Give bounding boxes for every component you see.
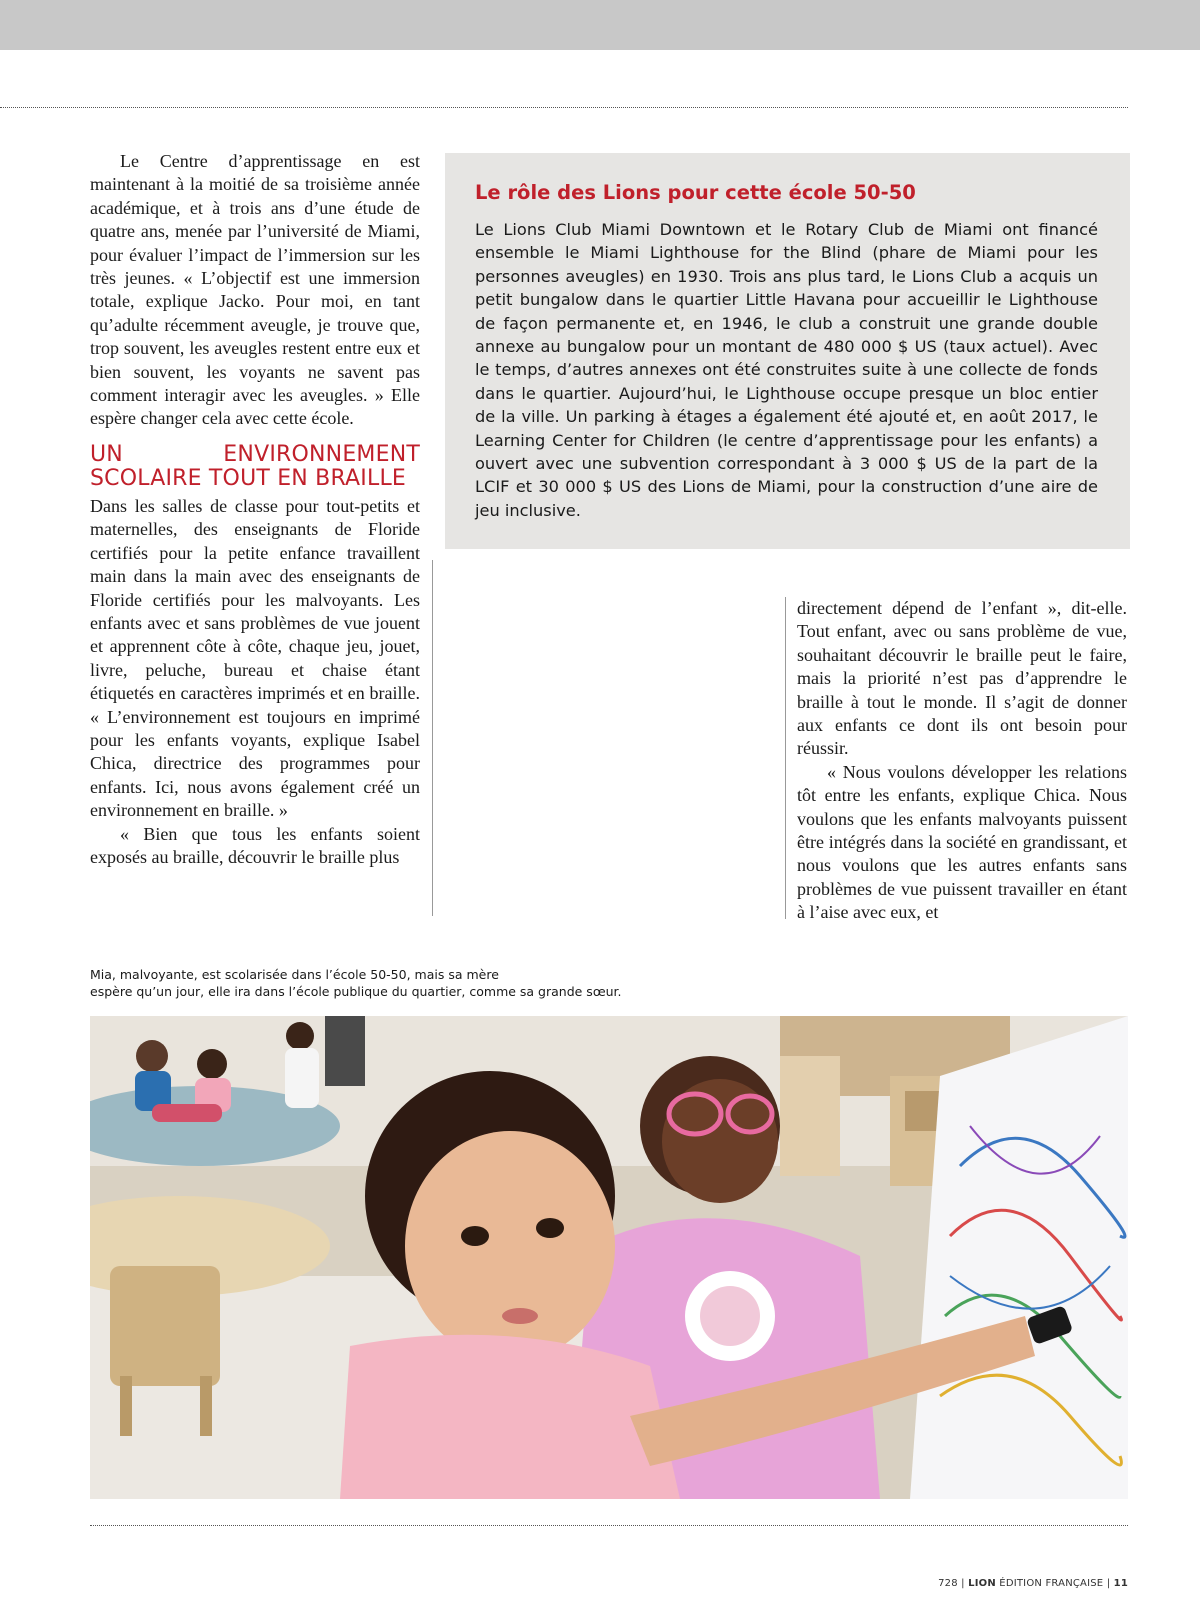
sidebar-title: Le rôle des Lions pour cette école 50-50	[475, 181, 916, 204]
page-footer	[938, 1578, 1128, 1589]
left-article-column	[90, 150, 420, 869]
left-column-divider	[432, 560, 433, 916]
classroom-photo-illustration	[90, 1016, 1128, 1499]
issue-number: 728	[938, 1578, 958, 1589]
left-paragraph-2: Dans les salles de classe pour tout-petits et maternelles, des enseignants de Floride certifiés pour la petite enfance travaillent main dans la main avec des enseignants de Floride certifiés pour les malvoyants. Les enfants avec et sans problèmes de vue jouent et apprennent côte à côte, chaque jeu, jouet, livre, peluche, bureau et chaise étant étiquetés en caractères imprimés et en braille. « L’environnement est toujours en imprimé pour les enfants voyants, explique Isabel Chica, directrice des programmes pour enfants. Ici, nous avons également créé un environnement en braille. »	[90, 495, 420, 821]
photo-caption	[90, 966, 990, 1000]
section-heading: UN ENVIRONNEMENT SCOLAIRE TOUT EN BRAILLE	[90, 441, 420, 491]
right-paragraph-2: « Nous voulons développer les relations tôt entre les enfants, explique Chica. Nous voulons que les enfants malvoyants puissent être intégrés dans la société en grandissant, et nous voulons que les autres enfants sans problèmes de vue puissent travailler en étant à l’aise avec eux, et	[797, 761, 1127, 923]
top-header-band	[0, 0, 1200, 50]
top-dotted-rule	[0, 107, 1128, 108]
edition-label: ÉDITION FRANÇAISE	[999, 1578, 1104, 1589]
bottom-dotted-rule	[90, 1525, 1128, 1526]
footer-separator-2: |	[1106, 1578, 1111, 1589]
caption-line-2: espère qu’un jour, elle ira dans l’école publique du quartier, comme sa grande sœur.	[90, 984, 622, 999]
right-column-divider	[785, 597, 786, 919]
right-article-column	[797, 597, 1127, 925]
footer-separator: |	[961, 1578, 965, 1589]
page-number: 11	[1113, 1578, 1128, 1589]
sidebar-body: Le Lions Club Miami Downtown et le Rotary Club de Miami ont financé ensemble le Miami Lighthouse for the Blind (phare de Miami pour les personnes aveugles) en 1930. Trois ans plus tard, le Lions Club a acquis un petit bungalow dans le quartier Little Havana pour accueillir le Lighthouse de façon permanente et, en 1946, le club a construit une grande double annexe au bungalow pour un montant de 480 000 $ US (taux actuel). Avec le temps, d’autres annexes ont été construites suite à une collecte de fonds dans le quartier. Aujourd’hui, le Lighthouse occupe presque un bloc entier de la ville. Un parking à étages a également été ajouté et, en août 2017, le Learning Center for Children (le centre d’apprentissage pour les enfants) a ouvert avec une subvention correspondant à 3 000 $ US de la part de la LCIF et 30 000 $ US des Lions de Miami, pour la construction d’une aire de jeu inclusive.	[475, 220, 1098, 520]
left-paragraph-1: Le Centre d’apprentissage en est maintenant à la moitié de sa troisième année académique, et à trois ans d’une étude de quatre ans, menée par l’université de Miami, pour évaluer l’impact de l’immersion sur les très jeunes. « L’objectif est une immersion totale, explique Jacko. Pour moi, en tant qu’adulte récemment aveugle, je trouve que, trop souvent, les aveugles restent entre eux et bien souvent, les voyants ne savent pas comment interagir avec les aveugles. » Elle espère changer cela avec cette école.	[90, 151, 420, 429]
caption-line-1: Mia, malvoyante, est scolarisée dans l’école 50-50, mais sa mère	[90, 967, 499, 982]
right-paragraph-1: directement dépend de l’enfant », dit-elle. Tout enfant, avec ou sans problème de vue, souhaitant découvrir le braille peut le faire, mais la priorité n’est pas d’apprendre le braille à tout le monde. Il s’agit de donner aux enfants ce dont ils ont besoin pour réussir.	[797, 598, 1127, 759]
sidebar-box	[445, 153, 1130, 549]
classroom-photo	[90, 1016, 1128, 1499]
left-paragraph-3: « Bien que tous les enfants soient exposés au braille, découvrir le braille plus	[90, 823, 420, 867]
magazine-brand: LION	[968, 1578, 996, 1589]
